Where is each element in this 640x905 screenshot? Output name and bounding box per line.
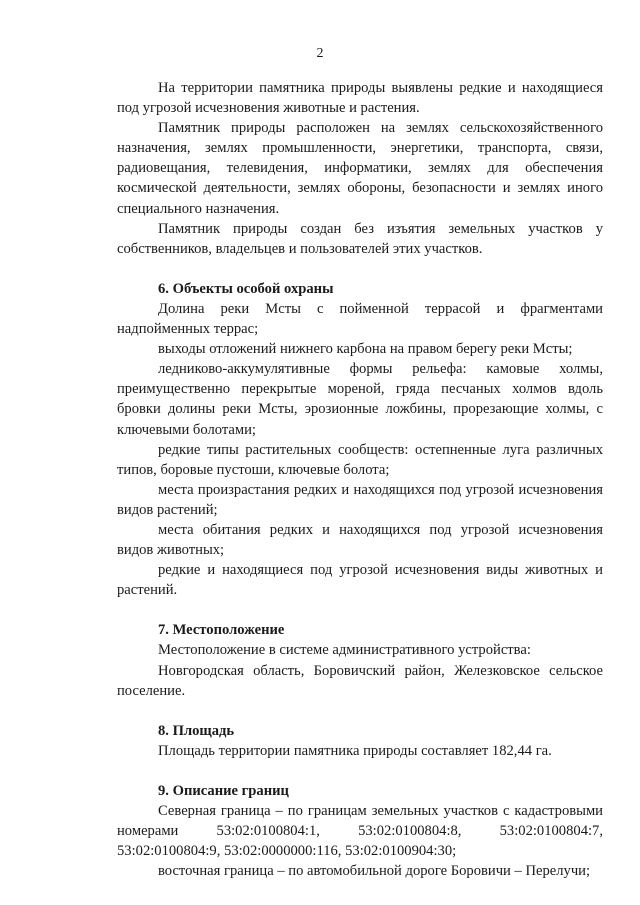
section-location [117, 620, 603, 700]
section-heading: 9. Описание границ [158, 782, 289, 799]
section-boundaries [117, 781, 603, 881]
section-heading: 7. Местоположение [158, 622, 285, 639]
paragraph: редкие и находящиеся под угрозой исчезновения виды животных и растений. [117, 562, 603, 599]
intro-block [117, 78, 603, 259]
paragraph: Долина реки Мсты с пойменной террасой и фрагментами надпойменных террас; [117, 300, 603, 338]
paragraph: Памятник природы создан без изъятия земельных участков у собственников, владельцев и пользователей этих участков. [117, 220, 603, 257]
paragraph: места обитания редких и находящихся под угрозой исчезновения видов животных; [117, 521, 603, 559]
paragraph: Новгородская область, Боровичский район, Железковское сельское поселение. [117, 662, 603, 699]
paragraph: Площадь территории памятника природы составляет 182,44 га. [158, 742, 552, 759]
paragraph: выходы отложений нижнего карбона на правом берегу реки Мсты; [158, 341, 573, 358]
section-heading: 8. Площадь [158, 722, 235, 739]
paragraph: Местоположение в системе административного устройства: [158, 642, 531, 659]
page-number: 2 [316, 46, 324, 61]
paragraph: Памятник природы расположен на землях сельскохозяйственного назначения, землях промышленности, энергетики, транспорта, связи, радиовещания, телевидения, информатики, землях для обеспечения космической деятельности, землях обороны, безопасности и землях иного специального назначения. [117, 120, 603, 217]
document-body [117, 78, 603, 881]
section-area [117, 721, 603, 761]
paragraph: редкие типы растительных сообществ: остепненные луга различных типов, боровые пустоши, ключевые болота; [117, 441, 603, 478]
paragraph: восточная граница – по автомобильной дороге Боровичи – Перелучи; [158, 863, 591, 880]
section-protected-objects [117, 279, 603, 601]
paragraph: Северная граница – по границам земельных участков с кадастровыми номерами 53:02:0100804:1, 53:02:0100804:8, 53:02:0100804:7, 53:02:0100804:9, 53:02:0000000:116, 53:02:0100904:30; [117, 803, 603, 860]
section-heading: 6. Объекты особой охраны [158, 280, 334, 297]
paragraph: На территории памятника природы выявлены редкие и находящиеся под угрозой исчезновения животные и растения. [117, 80, 603, 117]
paragraph: места произрастания редких и находящихся под угрозой исчезновения видов растений; [117, 481, 603, 518]
paragraph: ледниково-аккумулятивные формы рельефа: камовые холмы, преимущественно перекрытые мореной, гряда песчаных холмов вдоль бровки долины реки Мсты, эрозионные ложбины, прорезающие холмы, с ключевыми болотами; [117, 361, 603, 438]
